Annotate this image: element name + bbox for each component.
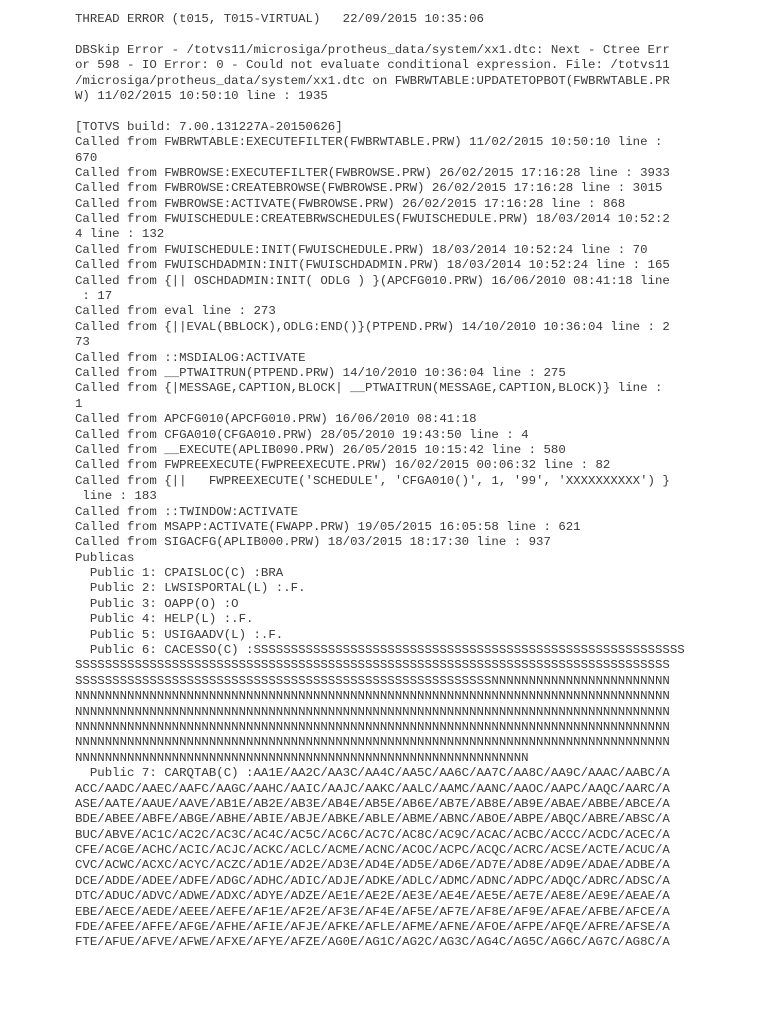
log-line: Public 4: HELP(L) :.F. bbox=[75, 612, 254, 627]
log-line: line : 183 bbox=[75, 489, 157, 504]
log-line: Called from FWUISCHEDULE:INIT(FWUISCHEDULE.PRW) 18/03/2014 10:52:24 line : 70 bbox=[75, 242, 648, 257]
log-line: Called from ::MSDIALOG:ACTIVATE bbox=[75, 350, 306, 365]
log-line: Called from FWBROWSE:ACTIVATE(FWBROWSE.PRW) 26/02/2015 17:16:28 line : 868 bbox=[75, 196, 626, 211]
log-line: CFE/ACGE/ACHC/ACIC/ACJC/ACKC/ACLC/ACME/ACNC/ACOC/ACPC/ACQC/ACRC/ACSE/ACTE/ACUC/A bbox=[75, 843, 670, 858]
log-line: FDE/AFEE/AFFE/AFGE/AFHE/AFIE/AFJE/AFKE/AFLE/AFME/AFNE/AFOE/AFPE/AFQE/AFRE/AFSE/A bbox=[75, 920, 670, 935]
log-line: Public 2: LWSISPORTAL(L) :.F. bbox=[75, 581, 306, 596]
log-line: Called from eval line : 273 bbox=[75, 304, 276, 319]
log-line: Called from CFGA010(CFGA010.PRW) 28/05/2010 19:43:50 line : 4 bbox=[75, 427, 529, 442]
log-line: Called from __EXECUTE(APLIB090.PRW) 26/05/2015 10:15:42 line : 580 bbox=[75, 442, 566, 457]
log-line: : 17 bbox=[75, 289, 113, 304]
log-line: Called from FWBROWSE:EXECUTEFILTER(FWBROWSE.PRW) 26/02/2015 17:16:28 line : 3933 bbox=[75, 165, 670, 180]
log-line: /microsiga/protheus_data/system/xx1.dtc on FWBRWTABLE:UPDATETOPBOT(FWBRWTABLE.PR bbox=[75, 73, 670, 88]
log-line: BUC/ABVE/AC1C/AC2C/AC3C/AC4C/AC5C/AC6C/AC7C/AC8C/AC9C/ACAC/ACBC/ACCC/ACDC/ACEC/A bbox=[75, 827, 670, 842]
log-line: Called from {|| OSCHDADMIN:INIT( ODLG ) }(APCFG010.PRW) 16/06/2010 08:41:18 line bbox=[75, 273, 670, 288]
log-line: Called from FWBRWTABLE:EXECUTEFILTER(FWBRWTABLE.PRW) 11/02/2015 10:50:10 line : bbox=[75, 135, 663, 150]
log-line: 670 bbox=[75, 150, 98, 165]
log-line: ASE/AATE/AAUE/AAVE/AB1E/AB2E/AB3E/AB4E/AB5E/AB6E/AB7E/AB8E/AB9E/ABAE/ABBE/ABCE/A bbox=[75, 796, 670, 811]
error-log-text bbox=[75, 12, 685, 951]
log-line: Called from ::TWINDOW:ACTIVATE bbox=[75, 504, 299, 519]
log-line: Called from MSAPP:ACTIVATE(FWAPP.PRW) 19/05/2015 16:05:58 line : 621 bbox=[75, 519, 581, 534]
log-line: DTC/ADUC/ADVC/ADWE/ADXC/ADYE/ADZE/AE1E/AE2E/AE3E/AE4E/AE5E/AE7E/AE8E/AE9E/AEAE/A bbox=[75, 889, 670, 904]
log-line: CVC/ACWC/ACXC/ACYC/ACZC/AD1E/AD2E/AD3E/AD4E/AD5E/AD6E/AD7E/AD8E/AD9E/ADAE/ADBE/A bbox=[75, 858, 670, 873]
log-line: Publicas bbox=[75, 550, 135, 565]
log-line: FTE/AFUE/AFVE/AFWE/AFXE/AFYE/AFZE/AG0E/AG1C/AG2C/AG3C/AG4C/AG5C/AG6C/AG7C/AG8C/A bbox=[75, 935, 670, 950]
log-line: SSSSSSSSSSSSSSSSSSSSSSSSSSSSSSSSSSSSSSSSSSSSSSSSSSSSSSSSNNNNNNNNNNNNNNNNNNNNNNNN bbox=[75, 673, 670, 688]
log-line: Public 5: USIGAADV(L) :.F. bbox=[75, 627, 284, 642]
log-line: NNNNNNNNNNNNNNNNNNNNNNNNNNNNNNNNNNNNNNNNNNNNNNNNNNNNNNNNNNNNN bbox=[75, 750, 529, 765]
log-line: Public 3: OAPP(O) :O bbox=[75, 596, 239, 611]
log-line: DCE/ADDE/ADEE/ADFE/ADGC/ADHC/ADIC/ADJE/ADKE/ADLC/ADMC/ADNC/ADPC/ADQC/ADRC/ADSC/A bbox=[75, 873, 670, 888]
log-line: NNNNNNNNNNNNNNNNNNNNNNNNNNNNNNNNNNNNNNNNNNNNNNNNNNNNNNNNNNNNNNNNNNNNNNNNNNNNNNNN bbox=[75, 719, 670, 734]
log-line: 4 line : 132 bbox=[75, 227, 165, 242]
log-line: NNNNNNNNNNNNNNNNNNNNNNNNNNNNNNNNNNNNNNNNNNNNNNNNNNNNNNNNNNNNNNNNNNNNNNNNNNNNNNNN bbox=[75, 689, 670, 704]
log-line: Called from __PTWAITRUN(PTPEND.PRW) 14/10/2010 10:36:04 line : 275 bbox=[75, 365, 566, 380]
log-line bbox=[75, 104, 675, 119]
log-line: Called from {|| FWPREEXECUTE('SCHEDULE', 'CFGA010()', 1, '99', 'XXXXXXXXXX') } bbox=[75, 473, 670, 488]
log-line: Public 7: CARQTAB(C) :AA1E/AA2C/AA3C/AA4C/AA5C/AA6C/AA7C/AA8C/AA9C/AAAC/AABC/A bbox=[75, 766, 670, 781]
log-line: THREAD ERROR (t015, T015-VIRTUAL) 22/09/2015 10:35:06 bbox=[75, 12, 484, 26]
log-line: Called from {|MESSAGE,CAPTION,BLOCK| __PTWAITRUN(MESSAGE,CAPTION,BLOCK)} line : bbox=[75, 381, 663, 396]
log-line: EBE/AECE/AEDE/AEEE/AEFE/AF1E/AF2E/AF3E/AF4E/AF5E/AF7E/AF8E/AF9E/AFAE/AFBE/AFCE/A bbox=[75, 904, 670, 919]
log-line: SSSSSSSSSSSSSSSSSSSSSSSSSSSSSSSSSSSSSSSSSSSSSSSSSSSSSSSSSSSSSSSSSSSSSSSSSSSSSSSS bbox=[75, 658, 670, 673]
log-line: Called from FWUISCHDADMIN:INIT(FWUISCHDADMIN.PRW) 18/03/2014 10:52:24 line : 165 bbox=[75, 258, 670, 273]
log-line: Called from FWPREEXECUTE(FWPREEXECUTE.PRW) 16/02/2015 00:06:32 line : 82 bbox=[75, 458, 611, 473]
log-line: DBSkip Error - /totvs11/microsiga/protheus_data/system/xx1.dtc: Next - Ctree Err bbox=[75, 42, 670, 57]
log-line: Called from {||EVAL(BBLOCK),ODLG:END()}(PTPEND.PRW) 14/10/2010 10:36:04 line : 2 bbox=[75, 319, 670, 334]
log-line: W) 11/02/2015 10:50:10 line : 1935 bbox=[75, 88, 328, 103]
log-line: Called from SIGACFG(APLIB000.PRW) 18/03/2015 18:17:30 line : 937 bbox=[75, 535, 551, 550]
log-line: Called from APCFG010(APCFG010.PRW) 16/06/2010 08:41:18 bbox=[75, 412, 477, 427]
log-line: [TOTVS build: 7.00.131227A-20150626] bbox=[75, 119, 343, 134]
log-line: NNNNNNNNNNNNNNNNNNNNNNNNNNNNNNNNNNNNNNNNNNNNNNNNNNNNNNNNNNNNNNNNNNNNNNNNNNNNNNNN bbox=[75, 704, 670, 719]
log-line: Public 6: CACESSO(C) :SSSSSSSSSSSSSSSSSSSSSSSSSSSSSSSSSSSSSSSSSSSSSSSSSSSSSSSSSS bbox=[75, 643, 685, 658]
log-line bbox=[75, 27, 675, 42]
log-line: Public 1: CPAISLOC(C) :BRA bbox=[75, 566, 284, 581]
log-line: NNNNNNNNNNNNNNNNNNNNNNNNNNNNNNNNNNNNNNNNNNNNNNNNNNNNNNNNNNNNNNNNNNNNNNNNNNNNNNNN bbox=[75, 735, 670, 750]
log-line: 73 bbox=[75, 335, 90, 350]
log-line: or 598 - IO Error: 0 - Could not evaluate conditional expression. File: /totvs11 bbox=[75, 58, 670, 73]
log-line: ACC/AADC/AAEC/AAFC/AAGC/AAHC/AAIC/AAJC/AAKC/AALC/AAMC/AANC/AAOC/AAPC/AAQC/AARC/A bbox=[75, 781, 670, 796]
log-line: Called from FWBROWSE:CREATEBROWSE(FWBROWSE.PRW) 26/02/2015 17:16:28 line : 3015 bbox=[75, 181, 663, 196]
log-line: Called from FWUISCHEDULE:CREATEBRWSCHEDULES(FWUISCHEDULE.PRW) 18/03/2014 10:52:2 bbox=[75, 212, 670, 227]
log-line: 1 bbox=[75, 396, 83, 411]
log-line: BDE/ABEE/ABFE/ABGE/ABHE/ABIE/ABJE/ABKE/ABLE/ABME/ABNC/ABOE/ABPE/ABQC/ABRE/ABSC/A bbox=[75, 812, 670, 827]
